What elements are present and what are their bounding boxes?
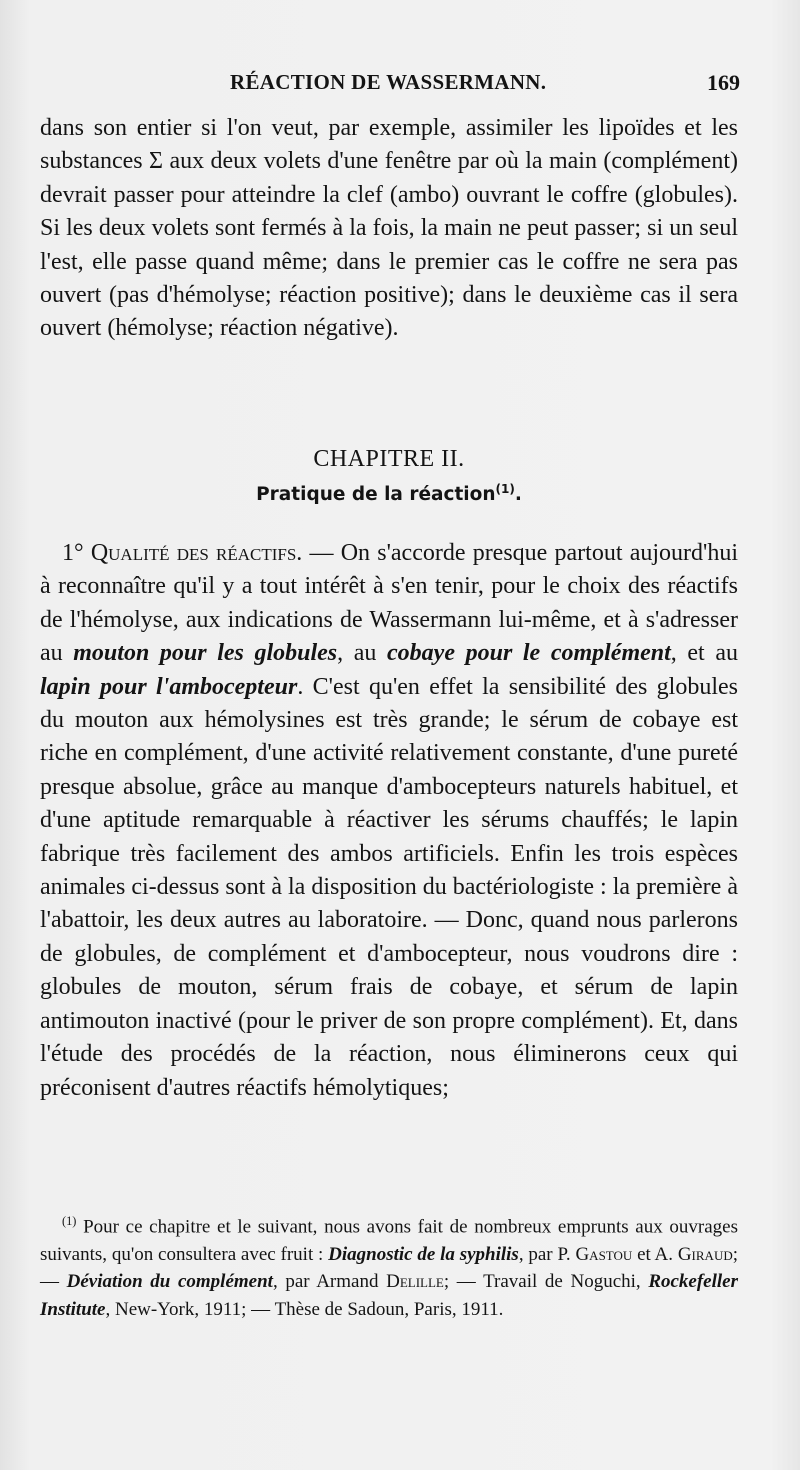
footnote-marker: (1) [62, 1214, 77, 1228]
running-title: RÉACTION DE WASSERMANN. [230, 70, 547, 94]
author-name: Giraud [677, 1243, 733, 1265]
italic-run: mouton pour les globules [73, 640, 338, 667]
text-run: ; — [40, 1243, 738, 1293]
chapter-subtitle [40, 482, 738, 505]
italic-run: Déviation du complément [66, 1271, 273, 1293]
paragraph-continuation: dans son entier si l'on veut, par exemple, assimiler les lipoïdes et les substances Σ aux deux volets d'une fenêtre par où la main (complément) devrait passer pour atteindre la clef (ambo) ouvrant le coffre (globules). Si les deux volets sont fermés à la fois, la main ne peut passer; si un seul l'est, elle passe quand même; dans le premier cas le coffre ne sera pas ouvert (pas d'hémolyse; réaction positive); dans le deuxième cas il sera ouvert (hémolyse; réaction négative). [40, 115, 738, 342]
chapter-subtitle-end: . [514, 484, 522, 506]
footnote [40, 1208, 738, 1323]
footnote-reference: (1) [495, 482, 515, 496]
text-run: , et au [670, 640, 738, 667]
text-run: , au [337, 640, 388, 667]
chapter-title: CHAPITRE II. [313, 446, 465, 472]
italic-run: cobaye pour le complément [387, 640, 671, 667]
text-run: ; — Travail de Noguchi, [443, 1271, 649, 1293]
text-run: Pour ce chapitre et le suivant, nous avons fait de nombreux emprunts aux ouvrages suivants, qu'on consultera avec fruit : [40, 1216, 738, 1265]
author-name: Delille [386, 1271, 444, 1293]
text-run: . C'est qu'en effet la sensibilité des globules du mouton aux hémolysines est très grande; le sérum de cobaye est riche en complément, d'une activité relativement constante, d'une pureté presque absolue, grâce au manque d'ambocepteurs naturels habituel, et d'une aptitude remarquable à réactiver les sérums chauffés; le lapin fabrique très facilement des ambos artificiels. Enfin les trois espèces animales ci-dessus sont à la disposition du bactériologiste : la première à l'abattoir, les deux autres au laboratoire. — Donc, quand nous parlerons de globules, de complément et d'ambocepteur, nous voudrons dire : globules de mouton, sérum frais de cobaye, et sérum de lapin antimouton inactivé (pour le priver de son propre complément). Et, dans l'étude des procédés de la réaction, nous éliminerons ceux qui préconisent d'autres réactifs hémolytiques; [40, 673, 738, 1101]
section-heading: Qualité des réactifs. [90, 540, 303, 566]
italic-run: Diagnostic de la syphilis [328, 1243, 519, 1265]
text-run: , par Armand [272, 1271, 387, 1293]
running-head [40, 70, 740, 104]
chapter-subtitle-text: Pratique de la réaction [256, 484, 496, 506]
page-number: 169 [707, 70, 740, 95]
text-run: — On s'accorde presque partout aujourd'hui à reconnaître qu'il y a tout intérêt à s'en tenir, pour le choix des réactifs de l'hémolyse, aux indications de Wassermann lui-même, et à s'adresser au [40, 540, 738, 667]
author-name: Gastou [575, 1243, 633, 1265]
text-run: et A. [632, 1243, 678, 1265]
text-run: , New-York, 1911; — Thèse de Sadoun, Paris, 1911. [105, 1298, 504, 1320]
text-run: , par P. [518, 1243, 576, 1265]
section-number: 1° [62, 540, 84, 566]
italic-run: Rockefeller Institute [40, 1271, 738, 1320]
italic-run: lapin pour l'ambocepteur [40, 673, 298, 700]
paragraph-reagents [40, 537, 738, 1105]
